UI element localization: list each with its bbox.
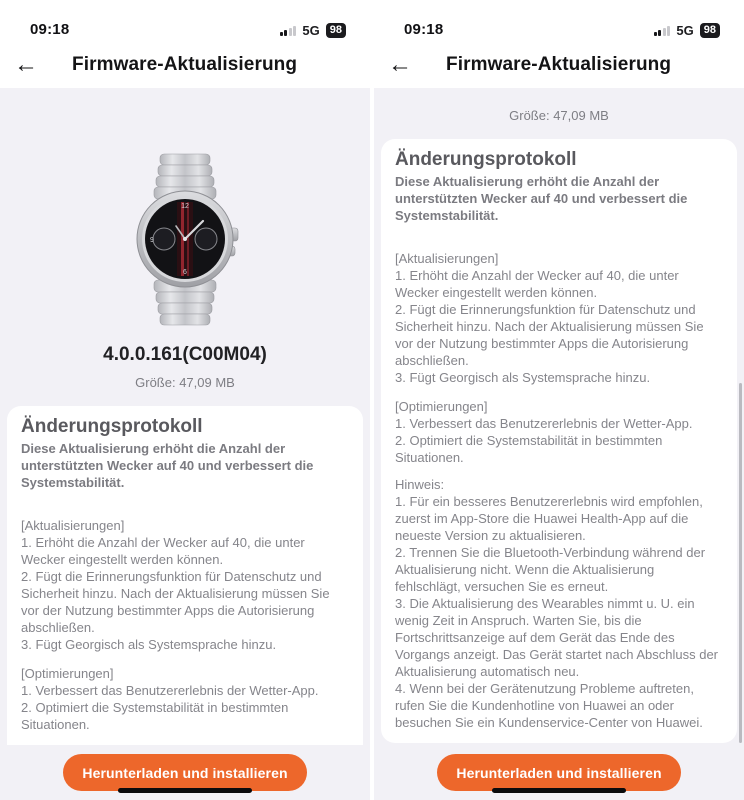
scrollbar[interactable] <box>739 383 742 743</box>
optimization-item: 1. Verbessert das Benutzererlebnis der Wetter-App. <box>395 416 693 431</box>
notes-section <box>395 476 723 731</box>
content-left <box>0 88 370 745</box>
update-item: 1. Erhöht die Anzahl der Wecker auf 40, die unter Wecker eingestellt werden können. <box>21 535 305 567</box>
firmware-version: 4.0.0.161(C00M04) <box>103 344 267 365</box>
back-arrow-icon[interactable]: ← <box>388 51 412 78</box>
firmware-size: Größe: 47,09 MB <box>509 108 609 123</box>
updates-section <box>395 250 723 386</box>
optimizations-section <box>395 398 723 466</box>
updates-header: [Aktualisierungen] <box>21 518 125 533</box>
network-type-label: 5G <box>676 23 694 38</box>
panel-left <box>0 0 370 800</box>
nav-bar <box>0 42 370 88</box>
status-bar <box>0 0 370 42</box>
network-type-label: 5G <box>302 23 320 38</box>
update-item: 3. Fügt Georgisch als Systemsprache hinzu. <box>21 637 277 652</box>
note-item: 3. Die Aktualisierung des Wearables nimmt u. U. ein wenig Zeit in Anspruch. Warten Sie, bis die Fortschrittsanzeige auf dem Gerät das Ende des Vorgangs anzeigt. Das Gerät startet nach Abschluss der Aktualisierung automatisch neu. <box>395 596 719 679</box>
optimizations-section <box>21 665 349 733</box>
note-item: 4. Wenn bei der Gerätenutzung Probleme auftreten, rufen Sie die Kundenhotline von Huawei an oder besuchen Sie ein Kundenservice-Center von Huawei. <box>395 681 703 730</box>
update-item: 1. Erhöht die Anzahl der Wecker auf 40, die unter Wecker eingestellt werden können. <box>395 268 679 300</box>
changelog-card <box>7 406 363 772</box>
svg-text:6: 6 <box>183 269 187 276</box>
battery-badge: 98 <box>326 23 346 38</box>
optimizations-header: [Optimierungen] <box>395 399 488 414</box>
status-bar <box>374 0 744 42</box>
clock: 09:18 <box>30 21 70 38</box>
home-indicator[interactable] <box>492 788 626 793</box>
back-arrow-icon[interactable]: ← <box>14 51 38 78</box>
content-right <box>374 88 744 745</box>
battery-badge: 98 <box>700 23 720 38</box>
changelog-summary: Diese Aktualisierung erhöht die Anzahl der unterstützten Wecker auf 40 und verbessert die Systemstabilität. <box>21 441 314 490</box>
optimization-item: 2. Optimiert die Systemstabilität in bestimmten Situationen. <box>395 433 663 465</box>
changelog-title: Änderungsprotokoll <box>21 416 203 437</box>
panel-right <box>374 0 744 800</box>
note-item: 1. Für ein besseres Benutzererlebnis wird empfohlen, zuerst im App-Store die Huawei Health-App auf die neueste Version zu aktualisieren. <box>395 494 703 543</box>
note-item: 2. Trennen Sie die Bluetooth-Verbindung während der Aktualisierung nicht. Wenn die Aktualisierung fehlschlägt, versuchen Sie es erneut. <box>395 545 706 594</box>
optimization-item: 2. Optimiert die Systemstabilität in bestimmten Situationen. <box>21 700 289 732</box>
changelog-summary: Diese Aktualisierung erhöht die Anzahl der unterstützten Wecker auf 40 und verbessert die Systemstabilität. <box>395 174 688 223</box>
updates-header: [Aktualisierungen] <box>395 251 499 266</box>
optimizations-header: [Optimierungen] <box>21 666 114 681</box>
download-install-button[interactable]: Herunterladen und installieren <box>63 754 306 791</box>
cellular-signal-icon <box>280 25 297 36</box>
page-title: Firmware-Aktualisierung <box>72 54 298 75</box>
cellular-signal-icon <box>654 25 671 36</box>
page-title: Firmware-Aktualisierung <box>446 54 672 75</box>
changelog-card <box>381 139 737 743</box>
changelog-title: Änderungsprotokoll <box>395 149 577 170</box>
download-install-button[interactable]: Herunterladen und installieren <box>437 754 680 791</box>
nav-bar <box>374 42 744 88</box>
notes-header: Hinweis: <box>395 477 445 492</box>
updates-section <box>21 517 349 653</box>
update-item: 2. Fügt die Erinnerungsfunktion für Datenschutz und Sicherheit hinzu. Nach der Aktualisierung müssen Sie vor der Nutzung bestimmter Apps die Autorisierung abschließen. <box>21 569 330 635</box>
update-item: 3. Fügt Georgisch als Systemsprache hinzu. <box>395 370 651 385</box>
svg-text:9: 9 <box>150 237 154 244</box>
update-item: 2. Fügt die Erinnerungsfunktion für Datenschutz und Sicherheit hinzu. Nach der Aktualisierung müssen Sie vor der Nutzung bestimmter Apps die Autorisierung abschließen. <box>395 302 704 368</box>
clock: 09:18 <box>404 21 444 38</box>
svg-text:12: 12 <box>181 203 189 210</box>
watch-image <box>110 152 260 332</box>
optimization-item: 1. Verbessert das Benutzererlebnis der Wetter-App. <box>21 683 319 698</box>
home-indicator[interactable] <box>118 788 252 793</box>
firmware-size: Größe: 47,09 MB <box>135 375 235 390</box>
